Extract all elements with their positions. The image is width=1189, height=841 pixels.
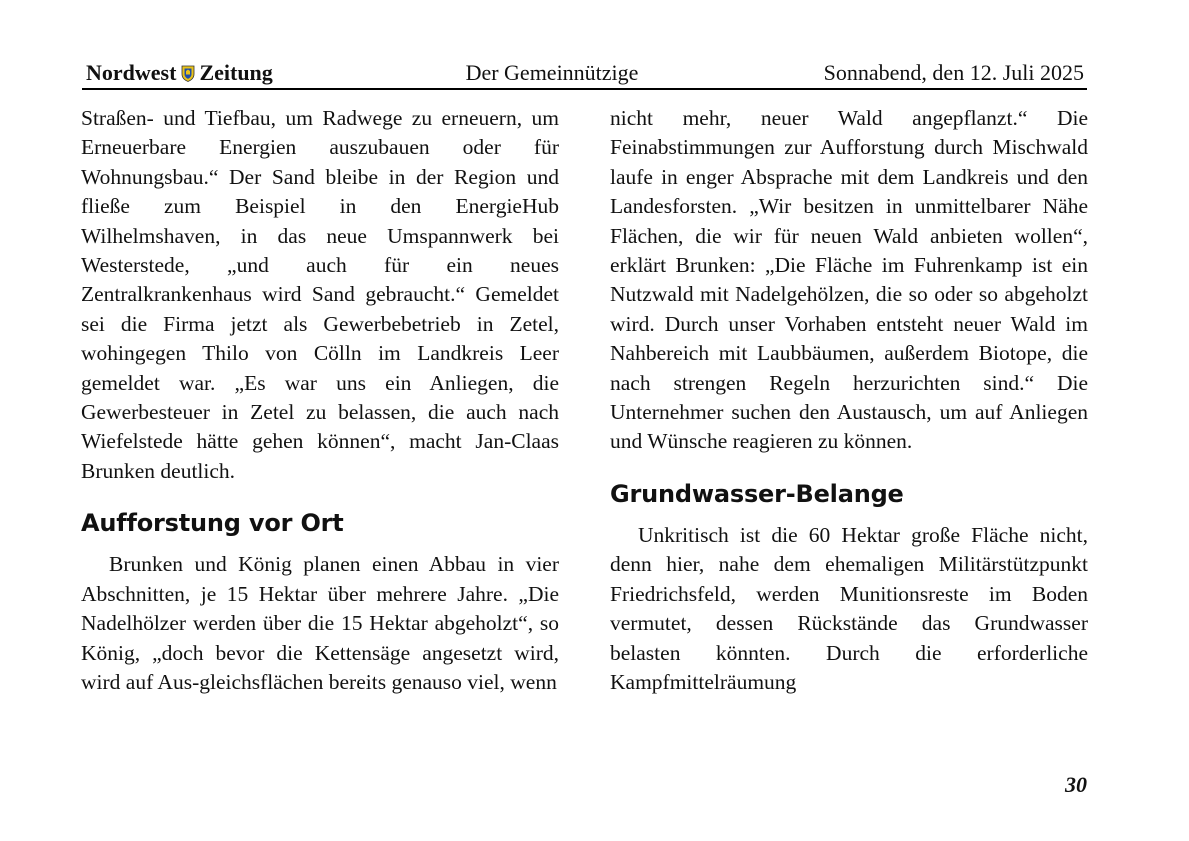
section-title: Der Gemeinnützige — [465, 60, 639, 85]
right-paragraph-2: Unkritisch ist die 60 Hektar große Fläche nicht, denn hier, nahe dem ehemaligen Militärstützpunkt Friedrichsfeld, werden Munitionsreste im Boden vermutet, dessen Rückstände das Grundwasser belasten könnten. Durch die erforderliche Kampfmittelräumung — [610, 522, 1088, 694]
issue-date: Sonnabend, den 12. Juli 2025 — [823, 60, 1084, 85]
left-column — [81, 104, 559, 697]
masthead-left: Nordwest — [86, 60, 177, 85]
masthead-right: Zeitung — [199, 60, 273, 85]
left-paragraph-1: Straßen- und Tiefbau, um Radwege zu erneuern, um Erneuerbare Energien auszubauen oder für Wohnungsbau.“ Der Sand bleibe in der Region und fließe zum Beispiel in den EnergieHub Wilhelmshaven, in das neue Umspannwerk bei Westerstede, „und auch für ein neues Zentralkrankenhaus wird Sand gebraucht.“ Gemeldet sei die Firma jetzt als Gewerbebetrieb in Zetel, wohingegen Thilo von Cölln im Landkreis Leer gemeldet war. „Es war uns ein Anliegen, die Gewerbesteuer in Zetel zu belassen, die auch nach Wiefelstede hätte gehen können“, macht Jan-Claas Brunken deutlich. — [81, 106, 559, 483]
left-paragraph-2: Brunken und König planen einen Abbau in vier Abschnitten, je 15 Hektar über mehrere Jahre. „Die Nadelhölzer werden über die 15 Hektar abgeholzt“, so König, „doch bevor die Kettensäge angesetzt wird, wird auf Aus-gleichsflächen bereits genauso viel, wenn — [81, 552, 559, 694]
coat-of-arms-icon — [181, 65, 195, 82]
left-subheading: Aufforstung vor Ort — [81, 509, 344, 538]
right-subheading: Grundwasser-Belange — [610, 479, 904, 508]
masthead — [86, 58, 273, 88]
page-header — [82, 58, 1087, 90]
page-number: 30 — [1065, 772, 1087, 797]
right-paragraph-1: nicht mehr, neuer Wald angepflanzt.“ Die Feinabstimmungen zur Aufforstung durch Mischwald laufe in enger Absprache mit dem Landkreis und den Landesforsten. „Wir besitzen in unmittelbarer Nähe Flächen, die wir für neuen Wald anbieten wollen“, erklärt Brunken: „Die Fläche im Fuhrenkamp ist ein Nutzwald mit Nadelgehölzen, die so oder so abgeholzt wird. Durch unser Vorhaben entsteht neuer Wald im Nahbereich mit Laubbäumen, außerdem Biotope, die nach strengen Regeln herzurichten sind.“ Die Unternehmer suchen den Austausch, um auf Anliegen und Wünsche reagieren zu können. — [610, 106, 1088, 454]
right-column — [610, 104, 1088, 697]
